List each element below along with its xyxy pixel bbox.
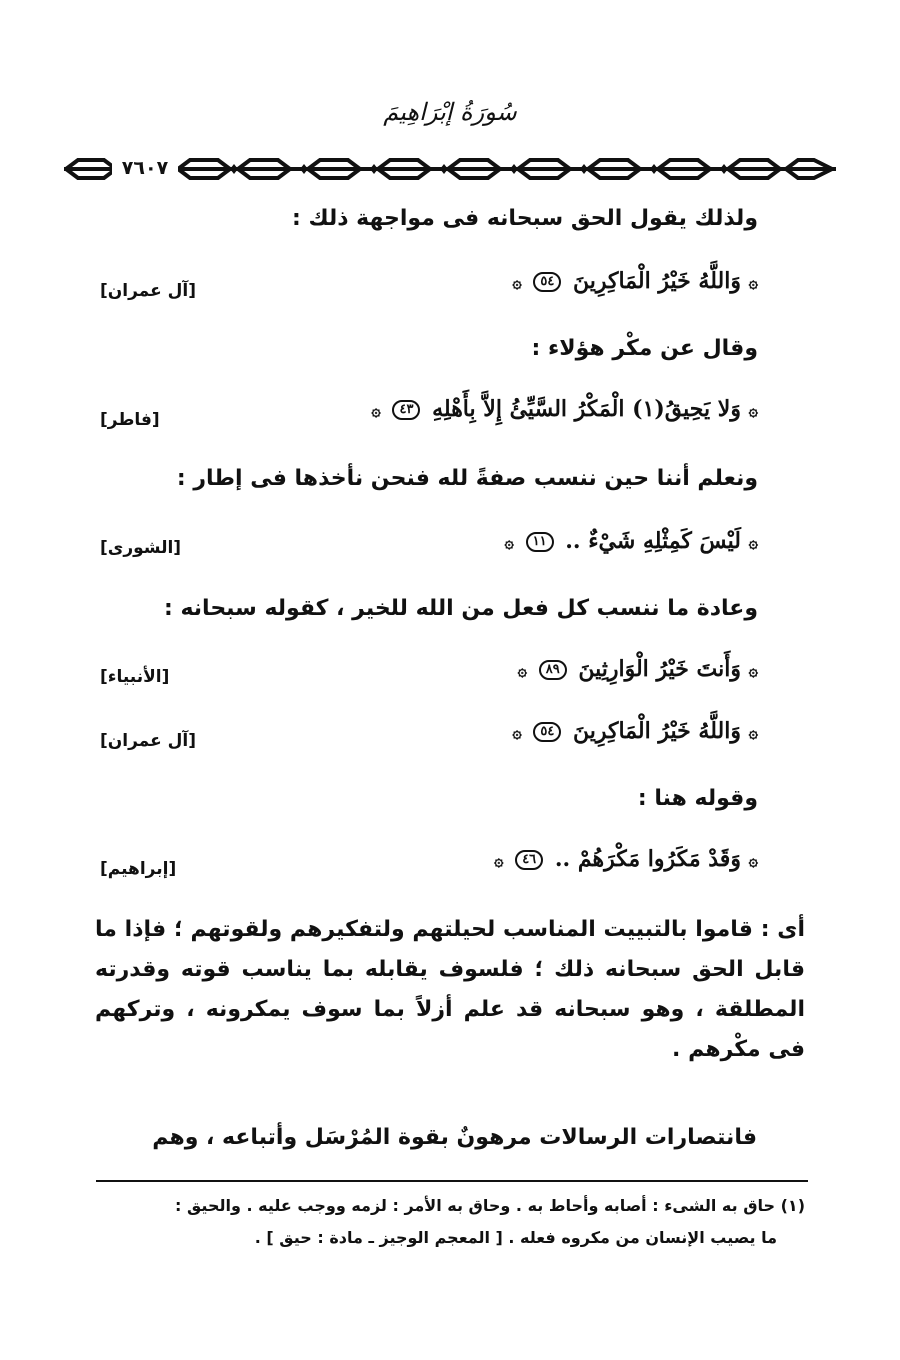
text-line: وقال عن مكْر هؤلاء :: [531, 336, 758, 361]
text-line: ولذلك يقول الحق سبحانه فى مواجهة ذلك :: [292, 206, 758, 231]
verse-text: لَيْسَ كَمِثْلِهِ شَيْءٌ ..: [565, 528, 741, 554]
verse-ornament-icon: ۞: [371, 400, 381, 420]
ayah-number: ٨٩: [539, 660, 567, 680]
verse-ornament-icon: ۞: [748, 532, 758, 552]
verse-ornament-icon: ۞: [748, 722, 758, 742]
verse-text: وَأَنتَ خَيْرُ الْوَارِثِينَ: [578, 656, 741, 682]
paragraph: فانتصارات الرسالات مرهونٌ بقوة المُرْسَل وأتباعه ، وهم: [152, 1125, 757, 1150]
quran-verse: [505, 528, 758, 554]
ayah-number: ١١: [526, 532, 554, 552]
ayah-number: ٥٤: [533, 272, 561, 292]
verse-text: وَاللَّهُ خَيْرُ الْمَاكِرِينَ: [573, 268, 741, 294]
surah-title: سُورَةُ إبْرَاهِيمَ: [383, 98, 517, 126]
chain-ornament-icon: [64, 154, 836, 184]
verse-ornament-icon: ۞: [512, 272, 522, 292]
verse-ornament-icon: ۞: [517, 660, 528, 680]
verse-text: وَاللَّهُ خَيْرُ الْمَاكِرِينَ: [573, 718, 741, 744]
text-line: وقوله هنا :: [637, 786, 758, 811]
verse-text: وَلا يَحِيقُ(١) الْمَكْرُ السَّيِّئُ إِلاَّ بِأَهْلِهِ: [432, 396, 741, 422]
text-line: ونعلم أننا حين ننسب صفةً لله فنحن نأخذها فى إطار :: [176, 466, 758, 491]
verse-ornament-icon: ۞: [748, 850, 758, 870]
verse-ornament-icon: ۞: [512, 722, 522, 742]
text-line: وعادة ما ننسب كل فعل من الله للخير ، كقوله سبحانه :: [164, 596, 758, 621]
verse-reference: [الأنبياء]: [100, 667, 170, 687]
verse-ornament-icon: ۞: [748, 272, 758, 292]
ayah-number: ٤٣: [392, 400, 420, 420]
verse-ornament-icon: ۞: [748, 400, 758, 420]
quran-verse: [494, 846, 758, 872]
verse-reference: [فاطر]: [100, 410, 160, 430]
footnote-line: (١) حاق به الشىء : أصابه وأحاط به . وحاق به الأمر : لزمه ووجب عليه . والحيق :: [175, 1196, 805, 1215]
ayah-number: ٥٤: [533, 722, 561, 742]
page-number: ٧٦٠٧: [112, 155, 178, 181]
verse-reference: [إبراهيم]: [100, 859, 177, 879]
verse-ornament-icon: ۞: [748, 660, 758, 680]
verse-ornament-icon: ۞: [494, 850, 504, 870]
quran-verse: [518, 656, 758, 682]
footnote-divider: [96, 1180, 808, 1182]
quran-verse: [371, 396, 758, 422]
verse-text: وَقَدْ مَكَرُوا مَكْرَهُمْ ..: [554, 846, 741, 872]
paragraph: أى : قاموا بالتبييت المناسب لحيلتهم ولتفكيرهم ولقوتهم ؛ فإذا ما قابل الحق سبحانه ذلك ؛ فلسوف يقابله بما يناسب قوته وقدرته المطلقة ، وهو سبحانه قد علم أزلاً بما سوف يمكرونه ، وتركهم فى مكْرهم .: [95, 917, 805, 1062]
ayah-number: ٤٦: [515, 850, 543, 870]
verse-ornament-icon: ۞: [504, 532, 514, 552]
quran-verse: [512, 718, 758, 744]
footnote-line: ما يصيب الإنسان من مكروه فعله . [ المعجم الوجيز ـ مادة : حيق ] .: [254, 1228, 777, 1247]
verse-reference: [آل عمران]: [100, 731, 196, 751]
verse-reference: [آل عمران]: [100, 281, 196, 301]
verse-reference: [الشورى]: [100, 538, 182, 558]
decorative-header-band: [64, 154, 836, 184]
quran-verse: [512, 268, 758, 294]
footnote: [93, 1190, 805, 1254]
